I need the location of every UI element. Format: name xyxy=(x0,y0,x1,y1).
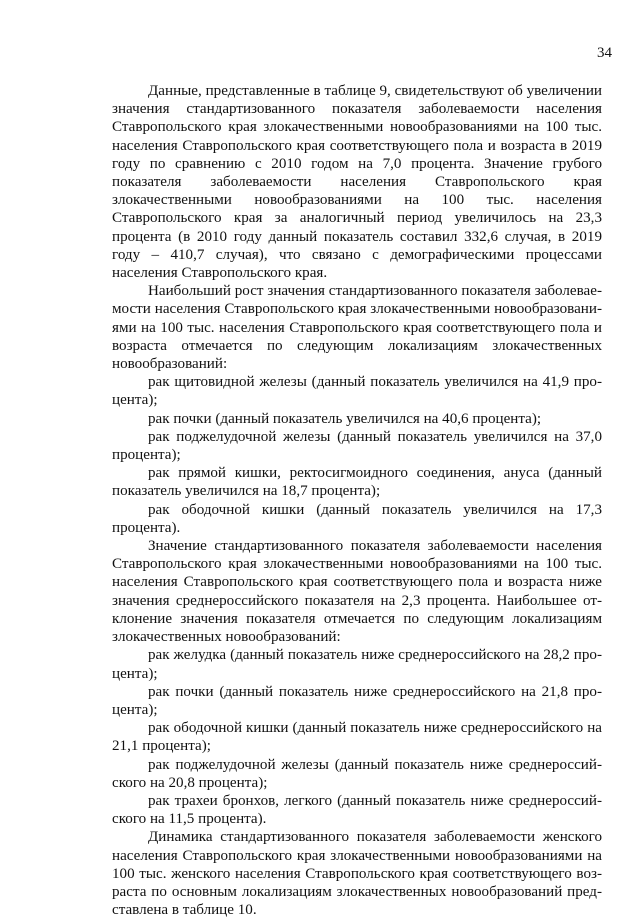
list-item-stomach-below: рак желудка (данный показатель ниже среднероссийского на 28,2 процента); xyxy=(112,647,602,682)
paragraph-summary-table-9: Данные, представленные в таблице 9, свидетельствуют об увеличении значения стандартизованного показателя заболеваемости населения Ставропольского края злокачественными новообразованиями на 100 тыс. населения Ставропольского края соответствующего пола и возраста в 2019 году по сравнению с 2010 годом на 7,0 процента. Значение грубого показателя заболеваемости населения Ставропольского края злокачественными новообразованиями на 100 тыс. населения Ставропольского края за аналогичный период увеличилось на 23,3 процента (в 2010 году данный показатель составил 332,6 случая, в 2019 году – 410,7 случая), что связано с демографическими процессами населения Ставропольского края. xyxy=(112,83,602,282)
paragraph-table-10-reference: Динамика стандартизованного показателя заболеваемости женского населения Ставропольского края злокачественными новообразованиями на 100 тыс. женского населения Ставропольского края соответствующего возраста по основным локализациям злокачественных новообразований представлена в таблице 10. xyxy=(112,829,602,919)
list-item-kidney-below: рак почки (данный показатель ниже среднероссийского на 21,8 процента); xyxy=(112,683,602,718)
list-item-colon-growth: рак ободочной кишки (данный показатель увеличился на 17,3 процента). xyxy=(112,501,602,536)
list-item-thyroid-growth: рак щитовидной железы (данный показатель увеличился на 41,9 процента); xyxy=(112,374,602,409)
list-item-kidney-growth: рак почки (данный показатель увеличился на 40,6 процента); xyxy=(148,410,542,427)
list-item-pancreas-growth: рак поджелудочной железы (данный показатель увеличился на 37,0 процента); xyxy=(112,428,602,464)
page-number: 34 xyxy=(597,45,612,61)
paragraph-highest-growth-intro: Наибольший рост значения стандартизованного показателя заболеваемости населения Ставропольского края злокачественными новообразованиями на 100 тыс. населения Ставропольского края соответствующего пола и возраста отмечается по следующим локализациям злокачественных новообразований: xyxy=(112,283,602,373)
list-item-colon-below: рак ободочной кишки (данный показатель ниже среднероссийского на 21,1 процента); xyxy=(112,720,602,755)
document-body xyxy=(112,82,602,919)
list-item-lung-below: рак трахеи бронхов, легкого (данный показатель ниже среднероссийского на 11,5 процента). xyxy=(112,792,602,828)
list-item-rectum-growth: рак прямой кишки, ректосигмоидного соединения, ануса (данный показатель увеличился на 18,7 процента); xyxy=(112,465,602,500)
list-item-pancreas-below: рак поджелудочной железы (данный показатель ниже среднероссийского на 20,8 процента); xyxy=(112,756,602,791)
paragraph-below-average-intro: Значение стандартизованного показателя заболеваемости населения Ставропольского края злокачественными новообразованиями на 100 тыс. населения Ставропольского края соответствующего пола и возраста ниже значения среднероссийского показателя на 2,3 процента. Наибольшее отклонение значения показателя отмечается по следующим локализациям злокачественных новообразований: xyxy=(112,538,602,646)
